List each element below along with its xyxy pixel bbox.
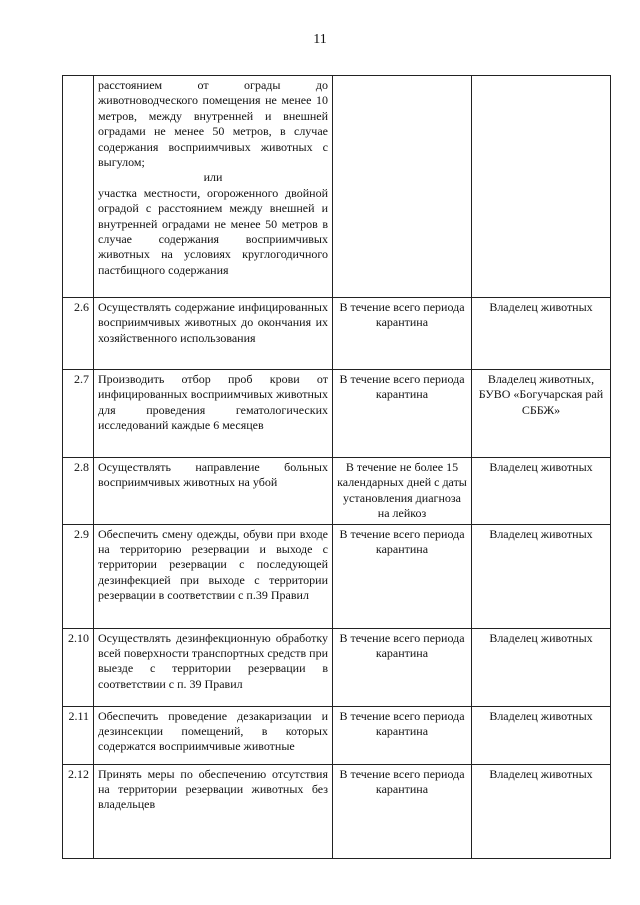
measure-text: Принять меры по обеспечению отсутствия на территории резервации животных без владельцев [98,766,328,812]
row-number: 2.9 [63,524,94,628]
measure-cell [94,458,333,525]
row-number: 2.6 [63,298,94,370]
measure-text: Осуществлять дезинфекционную обработку всей поверхности транспортных средств при выезде с территории резервации в соответствии с п. 39 Правил [98,630,329,691]
term-cell: В течение всего периода карантина [333,764,472,858]
measure-cell [94,524,333,628]
measure-cell [94,764,333,858]
row-number: 2.7 [63,370,94,458]
responsible-cell: Владелец животных [472,764,611,858]
responsible-cell: Владелец животных, БУВО «Богучарская рай СББЖ» [472,370,611,458]
term-cell: В течение не более 15 календарных дней с даты установления диагноза на лейкоз [333,458,472,525]
term-cell: В течение всего периода карантина [333,706,472,764]
page-number: 11 [313,32,327,47]
responsible-cell: Владелец животных [472,706,611,764]
responsible-cell: Владелец животных [472,458,611,525]
responsible-cell: Владелец животных [472,298,611,370]
row-number: 2.12 [63,764,94,858]
measure-text: расстоянием от ограды до животноводческого помещения не менее 10 метров, между внутренней и внешней оградами не менее 50 метров, в случае содержания восприимчивых животных с выгулом; [98,78,328,170]
term-cell: В течение всего периода карантина [333,524,472,628]
term-cell: В течение всего периода карантина [333,298,472,370]
quarantine-measures-table [62,75,611,859]
measure-text: или [203,170,223,185]
measure-cell [94,370,333,458]
responsible-cell: Владелец животных [472,524,611,628]
table-row [63,76,611,298]
measure-cell [94,628,333,706]
measure-text: участка местности, огороженного двойной оградой с расстоянием между внешней и внутренней оградами не менее 50 метров в случае содержания восприимчивых животных на условиях круглогодичного пастбищного содержания [98,185,328,277]
term-cell: В течение всего периода карантина [333,628,472,706]
measure-text: Осуществлять содержание инфицированных восприимчивых животных до окончания их хозяйственного использования [98,300,328,345]
measure-text: Производить отбор проб крови от инфицированных восприимчивых животных для проведения гематологических исследований каждые 6 месяцев [98,372,328,433]
row-number: 2.8 [63,458,94,525]
table-row [63,764,611,858]
term-cell [333,76,472,298]
table-row [63,458,611,525]
row-number: 2.10 [63,628,94,706]
responsible-cell [472,76,611,298]
table-row [63,370,611,458]
measure-text: Осуществлять направление больных восприимчивых животных на убой [98,460,328,490]
table-row [63,706,611,764]
table-row [63,298,611,370]
measure-cell [94,706,333,764]
responsible-cell: Владелец животных [472,628,611,706]
row-number [63,76,94,298]
table-row [63,524,611,628]
measure-cell [94,298,333,370]
term-cell: В течение всего периода карантина [333,370,472,458]
measure-cell [94,76,333,298]
row-number: 2.11 [63,706,94,764]
measure-text: Обеспечить проведение дезакаризации и дезинсекции помещений, в которых содержатся восприимчивые животные [98,708,328,754]
measure-text: Обеспечить смену одежды, обуви при входе на территорию резервации и выходе с территории резервации с последующей дезинфекцией при выходе с территории резервации в соответствии с п.39 Правил [98,526,328,603]
table-row [63,628,611,706]
